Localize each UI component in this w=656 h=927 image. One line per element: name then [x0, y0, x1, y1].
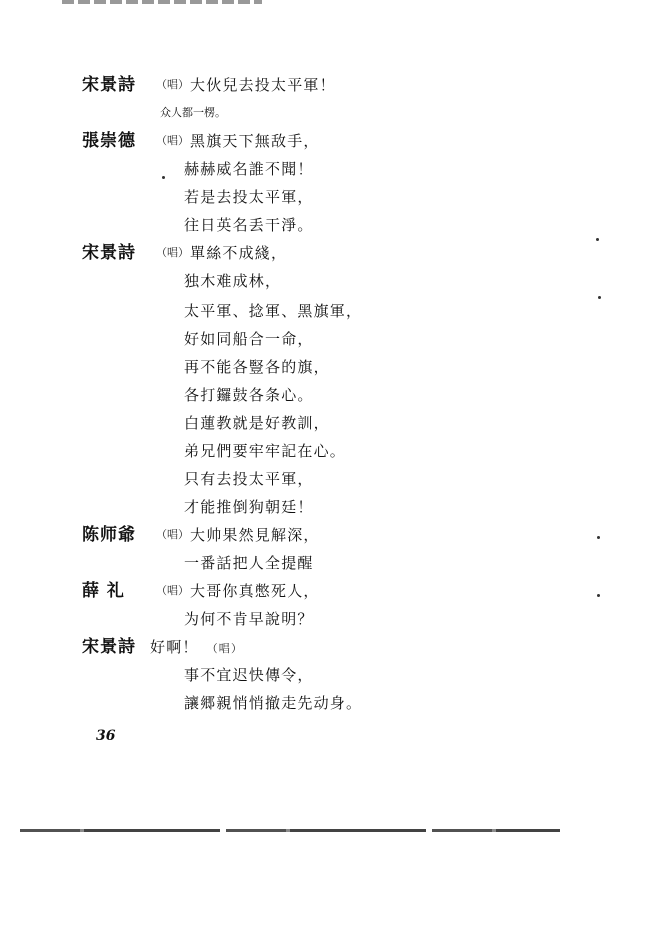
- verse-line: 白蓮教就是好教訓，: [184, 414, 330, 432]
- print-speck: [597, 594, 600, 597]
- page-number: 36: [96, 728, 116, 744]
- print-speck: [597, 536, 600, 539]
- singing-cue: （唱）: [156, 246, 189, 259]
- verse-line: 各打鑼鼓各条心。: [184, 386, 314, 404]
- verse-line: 太平軍、捻軍、黑旗軍，: [184, 302, 363, 320]
- stage-direction: 众人都一楞。: [160, 106, 226, 119]
- verse-line: 独木难成林，: [184, 272, 282, 290]
- verse-line: 弟兄們要牢牢記在心。: [184, 442, 347, 460]
- print-speck: [598, 296, 601, 299]
- bottom-edge-rule: [20, 829, 560, 832]
- speaker-name: 張崇德: [82, 131, 136, 151]
- print-speck: [162, 176, 165, 179]
- speaker-name: 宋景詩: [82, 637, 136, 657]
- verse-line: 往日英名丢干淨。: [184, 216, 314, 234]
- speaker-name: 宋景詩: [82, 75, 136, 95]
- print-speck: [596, 238, 599, 241]
- speaker-name: 薛 礼: [82, 581, 125, 601]
- verse-line: 一番話把人全提醒: [184, 554, 314, 572]
- speaker-name: 陈师爺: [82, 525, 136, 545]
- speaker-name: 宋景詩: [82, 243, 136, 263]
- dialogue-line: 大帅果然見解深，: [190, 526, 320, 544]
- singing-cue: （唱）: [156, 584, 189, 597]
- verse-line: 若是去投太平軍，: [184, 188, 314, 206]
- singing-cue: （唱）: [156, 528, 189, 541]
- singing-cue: （唱）: [156, 78, 189, 91]
- verse-line: 为何不肯早說明？: [184, 610, 314, 628]
- top-edge-smudge: [62, 0, 262, 4]
- dialogue-line: 大哥你真憋死人，: [190, 582, 320, 600]
- singing-cue: （唱）: [156, 134, 189, 147]
- dialogue-line: 單絲不成綫，: [190, 244, 288, 262]
- verse-line: 赫赫威名誰不聞！: [184, 160, 314, 178]
- singing-cue: （唱）: [206, 642, 244, 655]
- dialogue-line: 大伙兒去投太平軍！: [190, 76, 336, 94]
- verse-line: 好如同船合一命，: [184, 330, 314, 348]
- verse-line: 才能推倒狗朝廷！: [184, 498, 314, 516]
- verse-line: 讓郷親悄悄撤走先动身。: [184, 694, 363, 712]
- verse-line: 事不宜迟快傳令，: [184, 666, 314, 684]
- dialogue-line: 黑旗天下無敌手，: [190, 132, 320, 150]
- verse-line: 再不能各豎各的旗，: [184, 358, 330, 376]
- verse-line: 只有去投太平軍，: [184, 470, 314, 488]
- dialogue-line: [150, 634, 243, 662]
- spoken-exclamation: 好啊！: [150, 638, 199, 656]
